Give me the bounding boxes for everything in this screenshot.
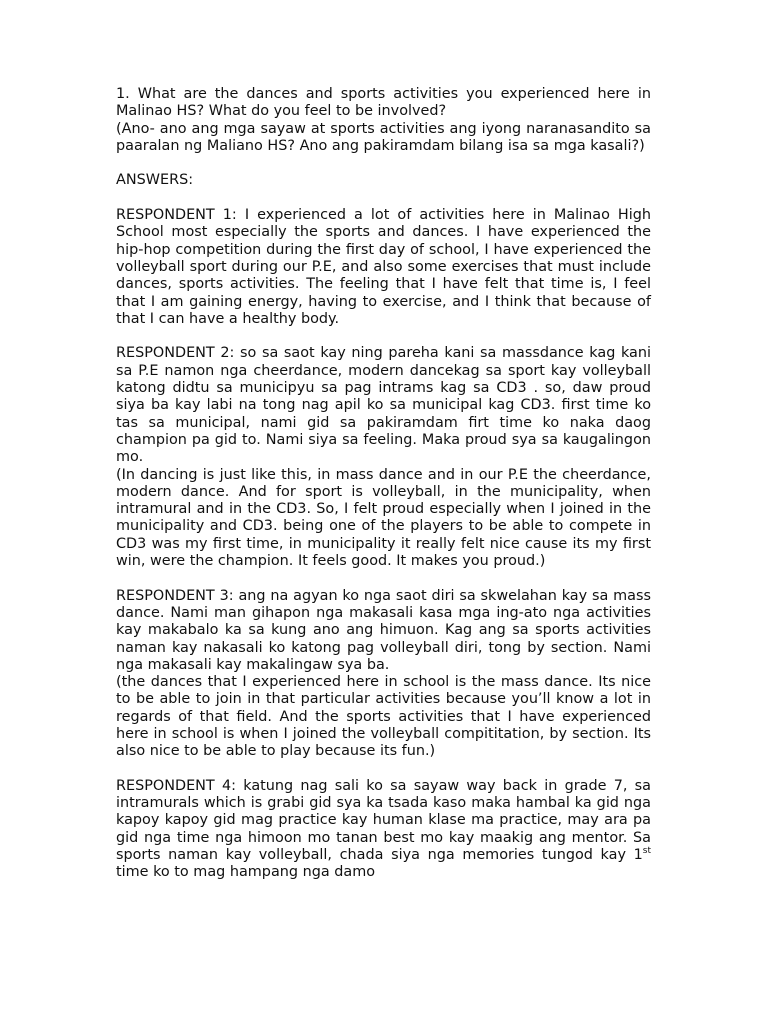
respondent-3-answer: RESPONDENT 3: ang na agyan ko nga saot diri sa skwelahan kay sa mass dance. Nami man gihapon nga makasali kasa mga ing-ato nga activities kay makabalo ka sa kung ano ang himuon. Kag ang sa sports activities naman kay nakasali ko katong pag volleyball diri, tong by section. Nami nga makasali kay makalingaw sya ba. [116, 587, 651, 673]
respondent-2-translation: (In dancing is just like this, in mass dance and in our P.E the cheerdance, modern dance. And for sport is volleyball, in the municipality, when intramural and in the CD3. So, I felt proud especially when I joined in the municipality and CD3. being one of the players to be able to compete in CD3 was my first time, in municipality it really felt nice cause its my first win, were the champion. It feels good. It makes you proud.) [116, 466, 651, 570]
spacer [116, 190, 651, 207]
respondent-1-answer: RESPONDENT 1: I experienced a lot of activities here in Malinao High School most especially the sports and dances. I have experienced the hip-hop competition during the first day of school, I have experienced the volleyball sport during our P.E, and also some exercises that must include dances, sports activities. The feeling that I have felt that time is, I feel that I am gaining energy, having to exercise, and I think that because of that I can have a healthy body. [116, 207, 651, 327]
spacer [116, 570, 651, 587]
respondent-4-text-before: RESPONDENT 4: katung nag sali ko sa sayaw way back in grade 7, sa intramurals which is grabi gid sya ka tsada kaso maka hambal ka gid nga kapoy kapoy gid mag practice kay human klase ma practice, may ara pa gid nga time nga himoon mo tanan best mo kay maakig ang mentor. Sa sports naman kay volleyball, chada siya nga memories tungod kay 1 [116, 777, 651, 864]
document-page [116, 86, 651, 882]
spacer [116, 761, 651, 778]
ordinal-suffix: st [642, 846, 651, 857]
answers-heading: ANSWERS: [116, 172, 194, 189]
question-filipino: (Ano- ano ang mga sayaw at sports activities ang iyong naranasandito sa paaralan ng Maliano HS? Ano ang pakiramdam bilang isa sa mga kasali?) [116, 120, 651, 154]
respondent-2-answer: RESPONDENT 2: so sa saot kay ning pareha kani sa massdance kag kani sa P.E namon nga cheerdance, modern dancekag sa sport kay volleyball katong didtu sa municipyu sa pag intrams kag sa CD3 . so, daw proud siya ba kay labi na tong nag apil ko sa municipal kag CD3. first time ko tas sa municipal, nami gid sa pakiramdam firt time ko naka daog champion pa gid to. Nami siya sa feeling. Maka proud sya sa kaugalingon mo. [116, 345, 651, 466]
respondent-3-translation: (the dances that I experienced here in school is the mass dance. Its nice to be able to join in that particular activities because you’ll know a lot in regards of that field. And the sports activities that I have experienced here in school is when I joined the volleyball compititation, by section. Its also nice to be able to play because its fun.) [116, 674, 651, 760]
spacer [116, 328, 651, 345]
question-english: 1. What are the dances and sports activities you experienced here in Malinao HS? What do you feel to be involved? [116, 86, 651, 120]
respondent-4-text-after: time ko to mag hampang nga damo [116, 864, 376, 881]
respondent-4-answer [116, 778, 651, 882]
spacer [116, 155, 651, 172]
